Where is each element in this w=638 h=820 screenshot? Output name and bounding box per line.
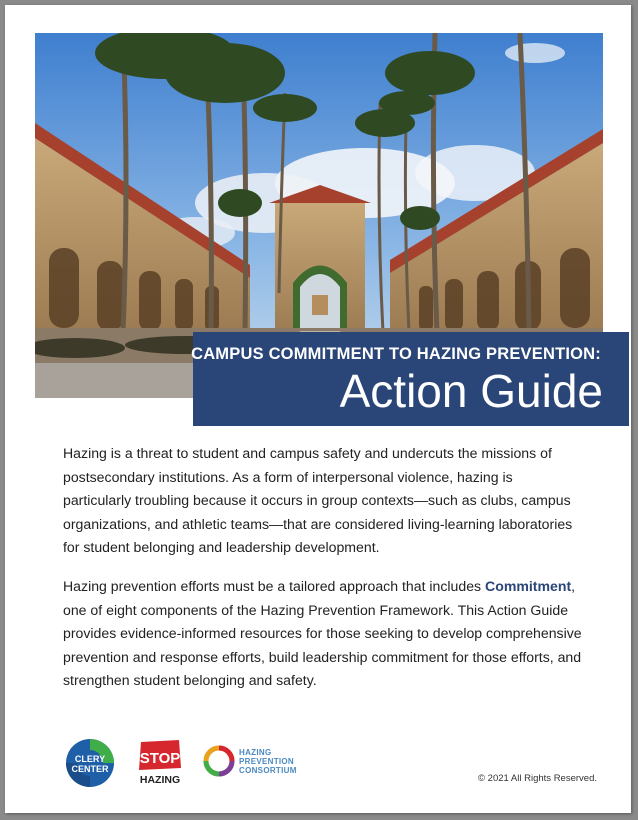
clery-line1: CLERY — [74, 754, 106, 764]
paragraph-text-after: , one of eight components of the Hazing Prevention Framework. This Action Guide provides evidence-informed resources for those seeking to develop comprehensive prevention and response efforts, build leadership commitment for those efforts, and strengthen student belonging and safety. — [63, 578, 582, 688]
document-page — [5, 5, 631, 813]
clery-line2: CENTER — [71, 764, 109, 774]
hpc-ring-logo — [201, 743, 237, 779]
title-banner — [193, 332, 629, 426]
commitment-paragraph — [63, 575, 583, 693]
title-subheading: CAMPUS COMMITMENT TO HAZING PREVENTION: — [191, 345, 601, 363]
page-title: Action Guide — [339, 365, 603, 417]
hpc-line2: PREVENTION — [239, 757, 295, 766]
clery-center-logo — [63, 738, 119, 788]
stop-hazing-logo — [135, 738, 185, 788]
commitment-highlight: Commitment — [485, 578, 572, 594]
hpc-wordmark — [239, 748, 297, 775]
hpc-line3: CONSORTIUM — [239, 766, 297, 775]
stop-line1: STOP — [139, 750, 181, 767]
partner-logos — [63, 738, 313, 788]
intro-paragraph: Hazing is a threat to student and campus safety and undercuts the missions of postsecondary institutions. As a form of interpersonal violence, hazing is particularly troubling because it occurs in group contexts—such as clubs, campus organizations, and athletic teams—that are considered living-learning laboratories for student belonging and leadership development. — [63, 445, 573, 555]
paragraph-text-before: Hazing prevention efforts must be a tailored approach that includes — [63, 578, 486, 594]
hpc-line1: HAZING — [239, 748, 272, 757]
copyright-notice: © 2021 All Rights Reserved. — [478, 773, 597, 784]
stop-line2: HAZING — [139, 774, 181, 786]
